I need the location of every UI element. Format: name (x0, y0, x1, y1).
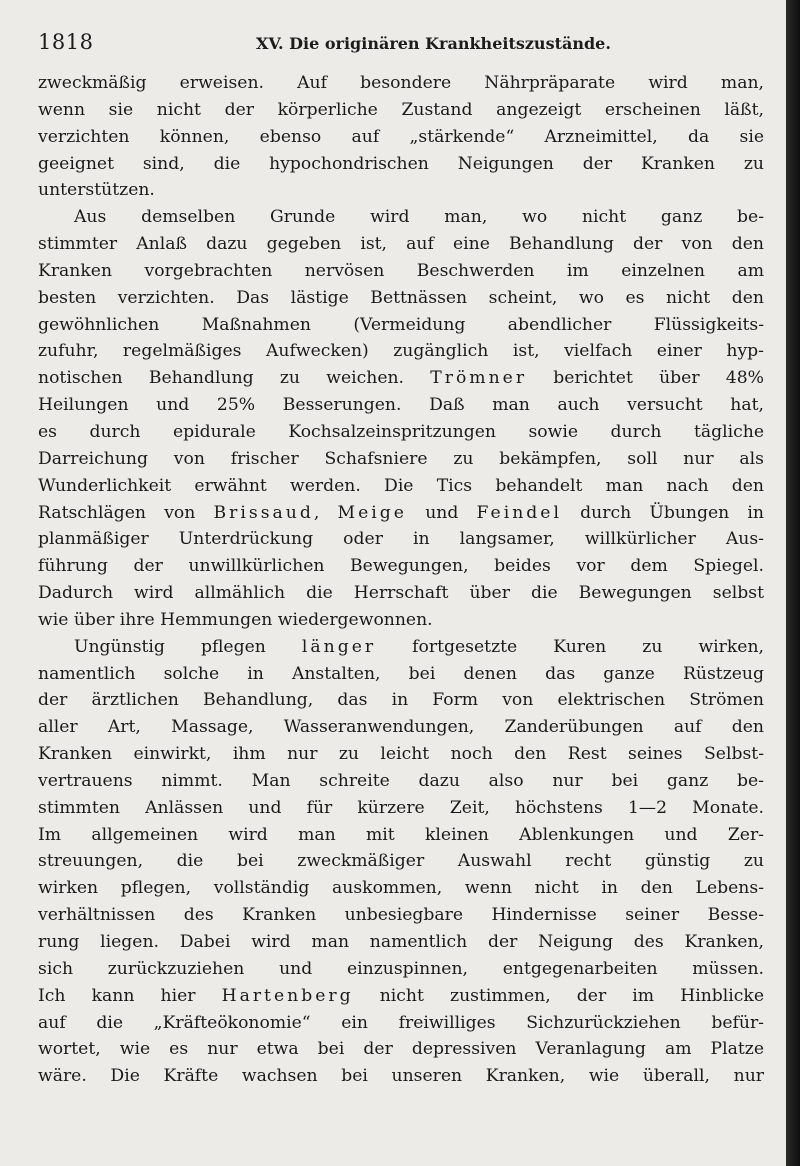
emphasized-name: Feindel (476, 502, 562, 523)
emphasized-name: länger (301, 636, 377, 657)
text-line (38, 822, 764, 849)
text-segment: Kranken vorgebrachten nervösen Beschwerden im einzelnen am (38, 260, 764, 281)
text-segment: verzichten können, ebenso auf „stärkende“ Arzneimittel, da sie (38, 126, 764, 147)
text-segment: geeignet sind, die hypochondrischen Neigungen der Kranken zu (38, 153, 764, 174)
text-line (38, 983, 764, 1010)
text-segment: zufuhr, regelmäßiges Aufwecken) zugänglich ist, vielfach einer hyp- (38, 341, 764, 362)
text-segment: rung liegen. Dabei wird man namentlich der Neigung des Kranken, (38, 932, 764, 952)
text-segment: wortet, wie es nur etwa bei der depressiven Veranlagung am Platze (38, 1039, 764, 1060)
text-segment: namentlich solche in Anstalten, bei denen das ganze Rüstzeug (38, 663, 764, 684)
text-segment: wäre. Die Kräfte wachsen bei unseren Kranken, wie überall, nur (38, 1066, 764, 1087)
text-segment: notischen Behandlung zu weichen. (38, 368, 431, 389)
text-line (38, 70, 764, 97)
text-segment: gewöhnlichen Maßnahmen (Vermeidung abendlicher Flüssigkeits- (38, 314, 764, 335)
text-segment: Darreichung von frischer Schafsniere zu bekämpfen, soll nur als (38, 448, 764, 469)
text-line (38, 607, 764, 634)
text-line (38, 687, 764, 714)
text-segment: der ärztlichen Behandlung, das in Form von elektrischen Strömen (38, 690, 764, 711)
text-line (38, 204, 764, 231)
emphasized-name: Hartenberg (221, 985, 354, 1006)
emphasized-name: Meige (337, 502, 407, 523)
text-segment: planmäßiger Unterdrückung oder in langsamer, willkürlicher Aus- (38, 529, 764, 550)
text-segment: zweckmäßig erweisen. Auf besondere Nährpräparate wird man, (38, 73, 764, 93)
text-segment: nicht zustimmen, der im Hinblicke (353, 985, 764, 1006)
text-line (38, 312, 764, 339)
text-line (38, 500, 764, 527)
text-line (38, 365, 764, 392)
text-line (38, 848, 764, 875)
text-segment: auf die „Kräfteökonomie“ ein freiwilliges Sichzurückziehen befür- (38, 1012, 764, 1033)
text-line (38, 151, 764, 178)
text-segment: Dadurch wird allmählich die Herrschaft über die Bewegungen selbst (38, 583, 764, 604)
running-head: XV. Die originären Krankheitszustände. (256, 34, 611, 53)
text-segment: besten verzichten. Das lästige Bettnässen scheint, wo es nicht den (38, 287, 764, 308)
text-segment: aller Art, Massage, Wasseranwendungen, Zanderübungen auf den (38, 717, 764, 738)
text-line (38, 97, 764, 124)
text-segment: berichtet über 48% (527, 368, 764, 389)
page-number: 1818 (38, 30, 94, 54)
text-segment: Im allgemeinen wird man mit kleinen Ablenkungen und Zer- (38, 824, 764, 845)
text-line (38, 741, 764, 768)
text-segment: stimmter Anlaß dazu gegeben ist, auf eine Behandlung der von den (38, 234, 764, 255)
text-line (38, 285, 764, 312)
text-segment: führung der unwillkürlichen Bewegungen, beides vor dem Spiegel. (38, 556, 764, 577)
text-segment: wie über ihre Hemmungen wiedergewonnen. (38, 609, 433, 630)
text-segment: stimmten Anlässen und für kürzere Zeit, höchstens 1—2 Monate. (38, 797, 764, 818)
text-segment: Ratschlägen von (38, 502, 214, 523)
text-segment: Wunderlichkeit erwähnt werden. Die Tics behandelt man nach den (38, 475, 764, 496)
text-segment: Ungünstig pflegen (74, 636, 302, 657)
text-line (38, 768, 764, 795)
text-line (38, 714, 764, 741)
text-line (38, 526, 764, 553)
text-line (38, 553, 764, 580)
text-line (38, 446, 764, 473)
text-line (38, 634, 764, 661)
text-line (38, 419, 764, 446)
text-segment: Kranken einwirkt, ihm nur zu leicht noch den Rest seines Selbst- (38, 744, 764, 765)
text-line (38, 1036, 764, 1063)
text-segment: streuungen, die bei zweckmäßiger Auswahl recht günstig zu (38, 851, 764, 872)
text-line (38, 177, 764, 204)
text-segment: und (406, 502, 477, 523)
text-line (38, 392, 764, 419)
text-segment: es durch epidurale Kochsalzeinspritzungen sowie durch tägliche (38, 421, 764, 442)
text-line (38, 661, 764, 688)
text-line (38, 580, 764, 607)
text-line (38, 1063, 764, 1090)
text-line (38, 875, 764, 902)
body-text (38, 70, 764, 1090)
text-segment: Ich kann hier (38, 985, 222, 1006)
text-line (38, 258, 764, 285)
text-segment: fortgesetzte Kuren zu wirken, (376, 636, 764, 657)
text-line (38, 902, 764, 929)
text-line (38, 929, 764, 956)
text-line (38, 795, 764, 822)
text-segment: unterstützen. (38, 180, 155, 201)
text-segment: wenn sie nicht der körperliche Zustand angezeigt erscheinen läßt, (38, 99, 764, 120)
text-segment: , (313, 502, 338, 523)
page-header (38, 30, 762, 60)
emphasized-name: Trömner (430, 368, 528, 389)
text-segment: Heilungen und 25% Besserungen. Daß man auch versucht hat, (38, 395, 764, 416)
text-line (38, 1010, 764, 1037)
text-segment: verhältnissen des Kranken unbesiegbare Hindernisse seiner Besse- (38, 905, 764, 926)
text-line (38, 231, 764, 258)
text-segment: wirken pflegen, vollständig auskommen, wenn nicht in den Lebens- (38, 878, 764, 899)
text-segment: Aus demselben Grunde wird man, wo nicht ganz be- (74, 207, 764, 228)
text-segment: sich zurückzuziehen und einzuspinnen, entgegenarbeiten müssen. (38, 958, 764, 979)
text-line (38, 956, 764, 983)
text-line (38, 473, 764, 500)
text-line (38, 338, 764, 365)
page-edge-shadow (786, 0, 800, 1166)
text-line (38, 124, 764, 151)
text-segment: durch Übungen in (561, 502, 764, 523)
text-segment: vertrauens nimmt. Man schreite dazu also nur bei ganz be- (38, 770, 764, 791)
emphasized-name: Brissaud (213, 502, 314, 523)
